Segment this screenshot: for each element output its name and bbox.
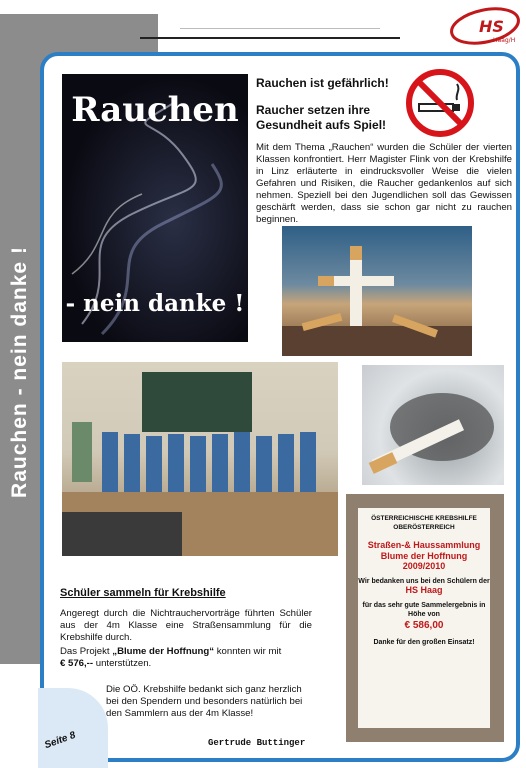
project-name: „Blume der Hoffnung“ [112, 646, 215, 657]
header-rule-thin [180, 28, 380, 29]
certificate-school: HS Haag [405, 585, 443, 595]
project-prefix: Das Projekt [60, 646, 113, 657]
cigarette-cross-photo [282, 226, 472, 356]
project-suffix: konnten wir mit [214, 646, 282, 657]
no-smoking-icon [405, 68, 475, 138]
corner-badge [38, 688, 108, 768]
author: Gertrude Buttinger [208, 738, 306, 748]
poster-image [62, 74, 248, 342]
ashtray-illustration [362, 365, 504, 485]
ashtray-photo [362, 365, 504, 485]
certificate-title: Straßen-& Haussammlung Blume der Hoffnung [367, 540, 481, 561]
page-number: Seite 8 [43, 729, 78, 752]
poster-subtitle: - nein danke ! [65, 290, 245, 317]
class-photo-illustration [62, 362, 338, 556]
donation-amount: € 576,-- [60, 658, 94, 669]
closing-text: Die OÖ. Krebshilfe bedankt sich ganz herzlich bei den Spendern und besonders natürlich bei den Sammlern aus der 4m Klasse! [106, 684, 303, 719]
cigarette-cross-illustration [282, 226, 472, 356]
certificate-body1: Wir bedanken uns bei den Schülern der [358, 578, 490, 585]
side-title: Rauchen - nein danke ! [8, 246, 31, 498]
header-rule [140, 37, 400, 39]
logo-sub: Haag/H [493, 37, 516, 44]
section-title: Schüler sammeln für Krebshilfe [60, 587, 226, 599]
certificate [358, 508, 490, 728]
intro-text: Mit dem Thema „Rauchen“ wurden die Schüler der vierten Klassen konfrontiert. Herr Magister Flink von der Krebshilfe in Linz erläuterte in eindrucksvoller Weise die vielen Gefahren und Risiken, die Raucher gedankenlos auf sich nehmen. Speziell bei den Jugendlichen soll das Gewissen geschärft werden, dass sie schon gar nicht zu rauchen beginnen. [256, 142, 512, 225]
amount-line [60, 658, 151, 670]
headline-health: Raucher setzen ihre Gesundheit aufs Spiel! [256, 103, 387, 132]
certificate-thanks: Danke für den großen Einsatz! [373, 639, 475, 646]
headline-danger: Rauchen ist gefährlich! [256, 76, 389, 90]
certificate-year: 2009/2010 [402, 561, 446, 571]
logo-text: HS [479, 17, 504, 36]
amount-suffix: unterstützen. [93, 658, 152, 669]
donation-certificate-photo [346, 494, 504, 742]
collection-paragraph: Angeregt durch die Nichtrauchervorträge führten Schüler aus der 4m Klasse eine Straßensammlung für die Krebshilfe durch. [60, 608, 312, 643]
poster-title: Rauchen [71, 90, 239, 130]
project-line [60, 646, 281, 658]
certificate-org: ÖSTERREICHISCHE KREBSHILFE OBERÖSTERREICH [371, 515, 477, 531]
certificate-body2: für das sehr gute Sammelergebnis in Höhe von [362, 602, 486, 618]
certificate-amount: € 586,00 [404, 620, 444, 631]
school-logo [445, 4, 521, 48]
class-group-photo [62, 362, 338, 556]
